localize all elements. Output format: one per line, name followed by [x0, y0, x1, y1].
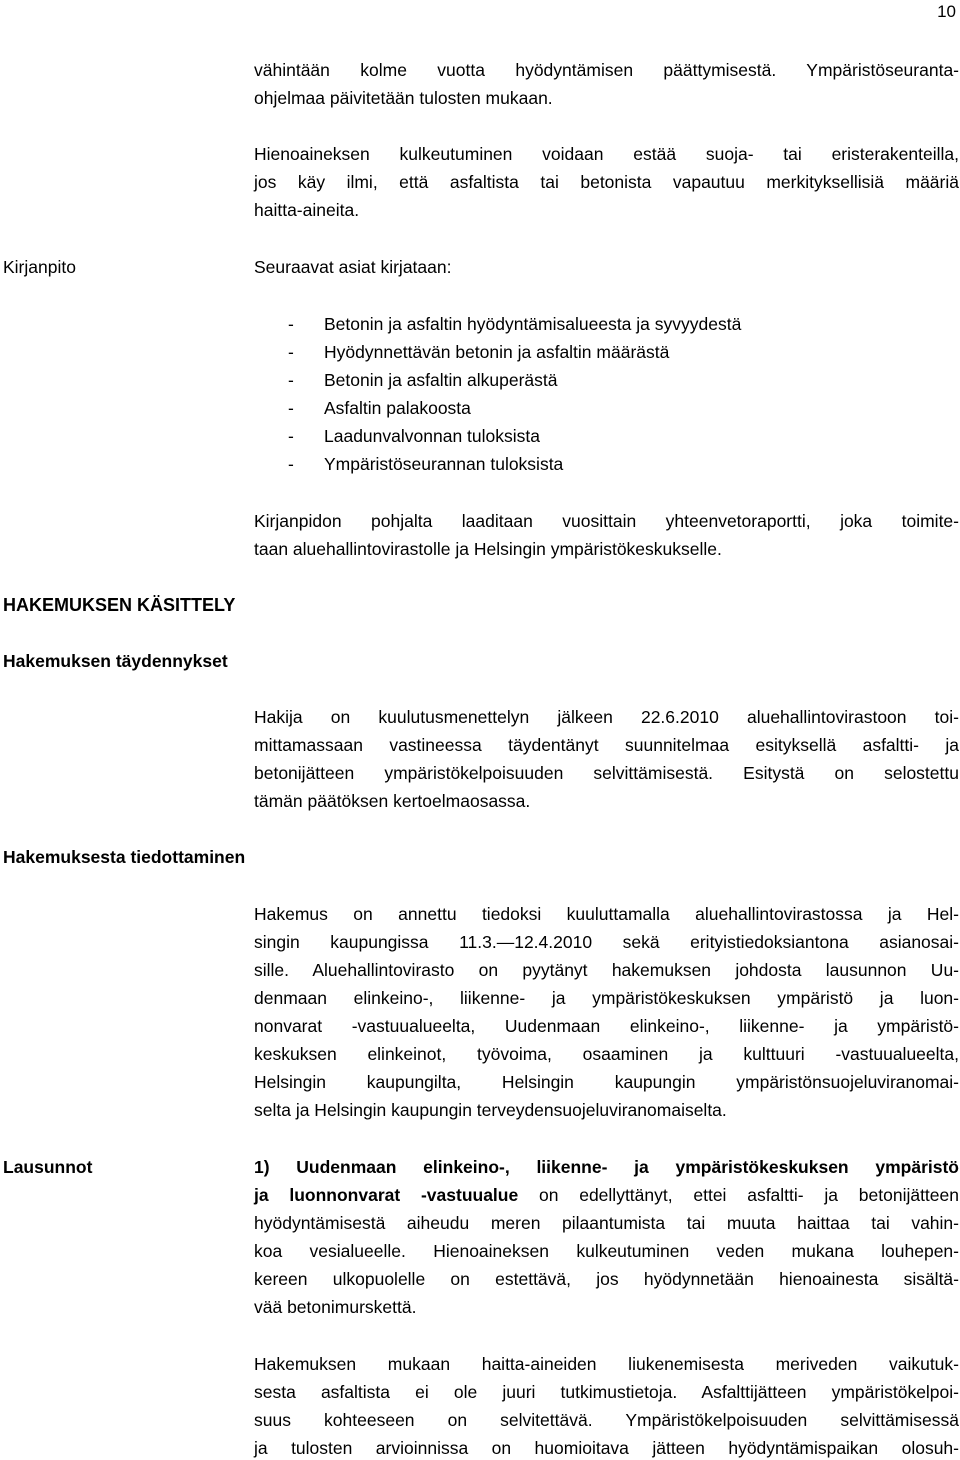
- lausunnot-item1-line-6: vää betonimurskettä.: [254, 1297, 417, 1317]
- tiedottaminen-line-4: denmaan elinkeino-, liikenne- ja ympäristökeskuksen ympäristö ja luon-: [254, 988, 959, 1008]
- lausunnot-item1-bold-part: ja luonnonvarat -vastuualue: [254, 1185, 519, 1205]
- lausunnot-item1-line-5: kereen ulkopuolelle on estettävä, jos hyödynnetään hienoainesta sisältä-: [254, 1269, 959, 1289]
- bullet-text: Asfaltin palakoosta: [324, 398, 471, 418]
- taydennykset-line-3: betonijätteen ympäristökelpoisuuden selvittämisestä. Esitystä on selostettu: [254, 763, 959, 783]
- lausunnot-item1-line-3: hyödyntämisestä aiheudu meren pilaantumista tai muuta haittaa tai vahin-: [254, 1213, 959, 1233]
- bullet-text: Laadunvalvonnan tuloksista: [324, 426, 540, 446]
- tiedottaminen-line-1: Hakemus on annettu tiedoksi kuuluttamalla aluehallintovirastossa ja Hel-: [254, 904, 959, 924]
- kirjanpito-summary-line-2: taan aluehallintovirastolle ja Helsingin ympäristökeskukselle.: [254, 539, 722, 559]
- subheading-lausunnot: Lausunnot: [3, 1157, 93, 1177]
- taydennykset-line-4: tämän päätöksen kertoelmaosassa.: [254, 791, 531, 811]
- tiedottaminen-line-5: nonvarat -vastuualueelta, Uudenmaan elinkeino-, liikenne- ja ympäristö-: [254, 1016, 959, 1036]
- intro-para2-line-1: Hienoaineksen kulkeutuminen voidaan estää suoja- tai eristerakenteilla,: [254, 144, 959, 164]
- tiedottaminen-line-7: Helsingin kaupungilta, Helsingin kaupungin ympäristönsuojeluviranomai-: [254, 1072, 959, 1092]
- tiedottaminen-line-6: keskuksen elinkeinot, työvoima, osaaminen ja kulttuuri -vastuualueelta,: [254, 1044, 959, 1064]
- tiedottaminen-line-2: singin kaupungissa 11.3.—12.4.2010 sekä erityistiedoksiantona asianosai-: [254, 932, 959, 952]
- lausunnot-para2-line-3: suus kohteeseen on selvitettävä. Ympäristökelpoisuuden selvittämisessä: [254, 1410, 959, 1430]
- intro-line-1: vähintään kolme vuotta hyödyntämisen päättymisestä. Ympäristöseuranta-: [254, 60, 959, 80]
- tiedottaminen-line-3: sille. Aluehallintovirasto on pyytänyt hakemuksen johdosta lausunnon Uu-: [254, 960, 959, 980]
- subheading-taydennykset: Hakemuksen täydennykset: [3, 651, 228, 671]
- lausunnot-item1-line-4: koa vesialueelle. Hienoaineksen kulkeutuminen veden mukana louhepen-: [254, 1241, 959, 1261]
- intro-para2-line-2: jos käy ilmi, että asfaltista tai betonista vapautuu merkityksellisiä määriä: [254, 172, 959, 192]
- bullet-text: Hyödynnettävän betonin ja asfaltin määrästä: [324, 342, 670, 362]
- lausunnot-item1-line-2: [254, 1184, 959, 1206]
- lausunnot-para2-line-2: sesta asfaltista ei ole juuri tutkimustietoja. Asfalttijätteen ympäristökelpoi-: [254, 1382, 959, 1402]
- taydennykset-line-2: mittamassaan vastineessa täydentänyt suunnitelmaa esityksellä asfaltti- ja: [254, 735, 959, 755]
- lausunnot-item1-line-1: 1) Uudenmaan elinkeino-, liikenne- ja ympäristökeskuksen ympäristö: [254, 1157, 959, 1177]
- kirjanpito-intro: Seuraavat asiat kirjataan:: [254, 257, 452, 277]
- bullet-text: Betonin ja asfaltin alkuperästä: [324, 370, 558, 390]
- lausunnot-para2-line-1: Hakemuksen mukaan haitta-aineiden liukenemisesta meriveden vaikutuk-: [254, 1354, 959, 1374]
- page-number: 10: [937, 2, 956, 21]
- section-heading-hakemuksen-kasittely: HAKEMUKSEN KÄSITTELY: [3, 595, 236, 615]
- bullet-marker: -: [288, 342, 294, 362]
- lausunnot-item1-line-2-rest: on edellyttänyt, ettei asfaltti- ja betonijätteen: [518, 1185, 959, 1205]
- bullet-text: Ympäristöseurannan tuloksista: [324, 454, 564, 474]
- bullet-marker: -: [288, 370, 294, 390]
- bullet-text: Betonin ja asfaltin hyödyntämisalueesta ja syvyydestä: [324, 314, 742, 334]
- intro-para2-line-3: haitta-aineita.: [254, 200, 360, 220]
- lausunnot-para2-line-4: ja tulosten arvioinnissa on huomioitava jätteen hyödyntämispaikan olosuh-: [254, 1438, 959, 1458]
- kirjanpito-summary-line-1: Kirjanpidon pohjalta laaditaan vuosittain yhteenvetoraportti, joka toimite-: [254, 511, 959, 531]
- tiedottaminen-line-8: selta ja Helsingin kaupungin terveydensuojeluviranomaiselta.: [254, 1100, 727, 1120]
- kirjanpito-label: Kirjanpito: [3, 257, 76, 277]
- taydennykset-line-1: Hakija on kuulutusmenettelyn jälkeen 22.6.2010 aluehallintovirastoon toi-: [254, 707, 959, 727]
- bullet-marker: -: [288, 398, 294, 418]
- intro-line-2: ohjelmaa päivitetään tulosten mukaan.: [254, 88, 553, 108]
- bullet-marker: -: [288, 426, 294, 446]
- bullet-marker: -: [288, 314, 294, 334]
- subheading-tiedottaminen: Hakemuksesta tiedottaminen: [3, 847, 246, 867]
- bullet-marker: -: [288, 454, 294, 474]
